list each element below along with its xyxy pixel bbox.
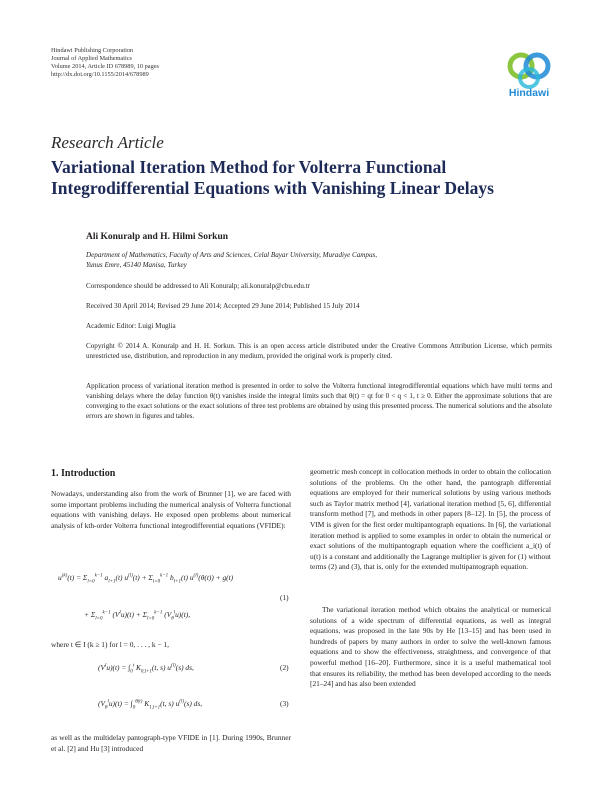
equation-3: $(V_\theta^lu)(t) = \int_0^{\theta(t)}$ $K_{1,l+1}(t$, s) $u^{(l)}(s)$ ds, xyxy=(98,699,203,711)
title-line-1: Variational Iteration Method for Volterra Functional xyxy=(51,157,447,177)
intro-paragraph-3: geometric mesh concept in collocation methods in order to obtain the collocation solutions of the problems. On the other hand, the pantograph differential equations are employed for their numerical solutions by using various methods such as Taylor matrix method [4], variational iteration method [5, 6], differential transform method [7], and methods in other papers [8–12]. In [5], the process of VIM is given for the first order multipantograph equations. In [6], the variational iteration method is applied to some examples in order to obtain the numerical or exact solutions of the multipantograph equation where the coefficient a_i(t) of u(t) is a constant and additionally the Lagrange multiplier is given for (1) without terms (2) and (3), that is, only for the extended multipantograph equation. xyxy=(310,467,551,572)
hindawi-logo-text: Hindawi xyxy=(508,87,550,99)
header-journal: Journal of Applied Mathematics xyxy=(51,55,132,62)
equation-1-line-2: + $\Sigma_{l=0}^{k-1}$ $(V^lu)(t) + \Sigma_{l=0}^{k-1}$ $(V_\theta^lu)(t)$, xyxy=(84,610,191,622)
equation-1-number: (1) xyxy=(280,593,289,602)
equation-2: $(V^lu)(t) = \int_0^t$ $K_{0,l+1}(t$, s) $u^{(l)}(s)$ ds, xyxy=(98,663,194,675)
copyright-notice: Copyright © 2014 A. Konuralp and H. H. Sorkun. This is an open access article distributed under the Creative Commons Attribution License, which permits unrestricted use, distribution, and reproduction in any medium, provided the original work is properly cited. xyxy=(86,342,552,360)
header-doi[interactable]: http://dx.doi.org/10.1155/2014/678989 xyxy=(51,71,149,78)
title-line-2: Integrodifferential Equations with Vanishing Linear Delays xyxy=(51,178,494,198)
intro-paragraph-2: as well as the multidelay pantograph-type VFIDE in [1]. During 1990s, Brunner et al. [2] and Hu [3] introduced xyxy=(51,733,291,753)
article-title xyxy=(51,157,551,199)
affiliation-line-1: Department of Mathematics, Faculty of Arts and Sciences, Celal Bayar University, Muradiye Campus, xyxy=(86,251,378,259)
journal-header xyxy=(51,47,159,79)
authors: Ali Konuralp and H. Hilmi Sorkun xyxy=(86,232,229,242)
intro-paragraph-1: Nowadays, understanding also from the work of Brunner [1], we are faced with some important problems including the numerical analysis of Volterra functional equations with vanishing delays. He exposed open problems about numerical analysis of kth-order Volterra functional integrodifferential equations (VFIDE): xyxy=(51,489,291,530)
header-volume: Volume 2014, Article ID 678989, 10 pages xyxy=(51,63,159,70)
abstract: Application process of variational iteration method is presented in order to solve the Volterra functional integrodifferential equations which have multi terms and vanishing delays where the delay function θ(t) vanishes inside the integral limits such that θ(t) = qt for 0 < q < 1, t ≥ 0. Either the approximate solutions that are converging to the exact solutions or the exact solutions of three test problems are obtained by using this presented process. The numerical solutions and the absolute errors are shown in figures and tables. xyxy=(86,382,552,420)
article-type: Research Article xyxy=(51,133,164,152)
affiliation xyxy=(86,250,552,270)
header-publisher: Hindawi Publishing Corporation xyxy=(51,47,134,54)
section-title: 1. Introduction xyxy=(51,468,116,479)
intro-paragraph-4: The variational iteration method which obtains the analytical or numerical solutions of a wide spectrum of differential equations, as well as integral equations, was proposed in the late 90s by He [13–15] and has been used in hundreds of papers by many authors in order to solve the well-known famous equations and to show the effectiveness, straightness, and convergence of that powerful method [16–20]. Furthermore, since it is a useful mathematical tool that ensures its reliability, the method has been developed according to the needs [21–24] and has also been extended xyxy=(310,605,551,689)
academic-editor: Academic Editor: Luigi Muglia xyxy=(86,322,176,330)
equation-1-line-1: $u^{(k)}(t) = \Sigma_{l=0}^{k-1}$ $a_{l+1}(t) u^{(l)}(t) + \Sigma_{l=0}^{k-1}$ $b_{l+1}(t) u^{(l)}(\theta(t)) + g(t)$ xyxy=(58,573,234,585)
equation-3-number: (3) xyxy=(280,699,289,708)
correspondence: Correspondence should be addressed to Ali Konuralp; ali.konuralp@cbu.edu.tr xyxy=(86,282,311,290)
article-dates: Received 30 April 2014; Revised 29 June 2014; Accepted 29 June 2014; Published 15 July 2014 xyxy=(86,302,360,310)
affiliation-line-2: Yunus Emre, 45140 Manisa, Turkey xyxy=(86,261,187,269)
equation-2-number: (2) xyxy=(280,663,289,672)
where-clause: where t ∈ I (k ≥ 1) for l = 0, . . . , k − 1, xyxy=(51,640,169,649)
